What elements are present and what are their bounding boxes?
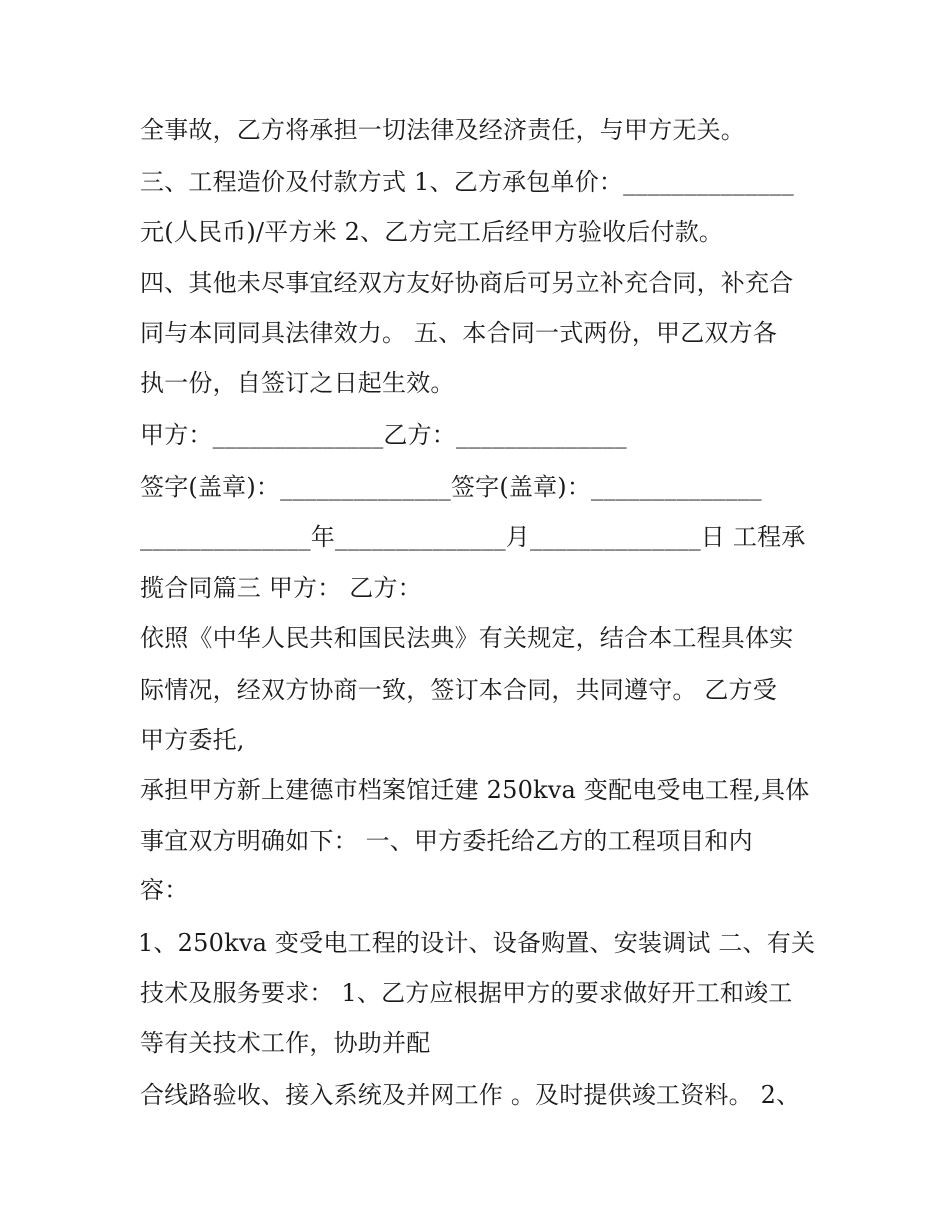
text-line: 合线路验收、接入系统及并网工作 。及时提供竣工资料。 2、 [140,1081,801,1109]
date-line: ______________年______________月______________日 工程承 [140,523,806,551]
text-line: 际情况，经双方协商一致，签订本合同，共同遵守。 乙方受 [140,676,778,704]
text-line: 1、250kva 变受电工程的设计、设备购置、安装调试 二、有关 [138,929,816,957]
signature-seal-line: 签字(盖章)：______________签字(盖章)：______________ [140,473,762,501]
signature-party-line: 甲方：______________乙方：______________ [140,421,627,449]
text-line: 容： [140,876,189,904]
text-line: 事宜双方明确如下： 一、甲方委托给乙方的工程项目和内 [140,827,753,855]
text-line: 技术及服务要求： 1、乙方应根据甲方的要求做好开工和竣工 [140,979,793,1007]
text-line: 甲方委托, [140,726,245,754]
text-line: 元(人民币)/平方米 2、乙方完工后经甲方验收后付款。 [140,218,724,246]
text-line: 等有关技术工作，协助并配 [140,1029,431,1057]
text-line: 全事故，乙方将承担一切法律及经济责任，与甲方无关。 [140,116,745,144]
text-line: 执一份，自签订之日起生效。 [140,369,455,397]
text-line: 四、其他未尽事宜经双方友好协商后可另立补充合同，补充合 [140,269,794,297]
text-line: 三、工程造价及付款方式 1、乙方承包单价：______________ [140,168,794,196]
text-line: 同与本同同具法律效力。 五、本合同一式两份，甲乙双方各 [140,319,778,347]
section-heading: 揽合同篇三 甲方： 乙方： [140,574,422,602]
text-line: 承担甲方新上建德市档案馆迁建 250kva 变配电受电工程,具体 [140,776,810,804]
text-line: 依照《中华人民共和国民法典》有关规定，结合本工程具体实 [140,624,794,652]
